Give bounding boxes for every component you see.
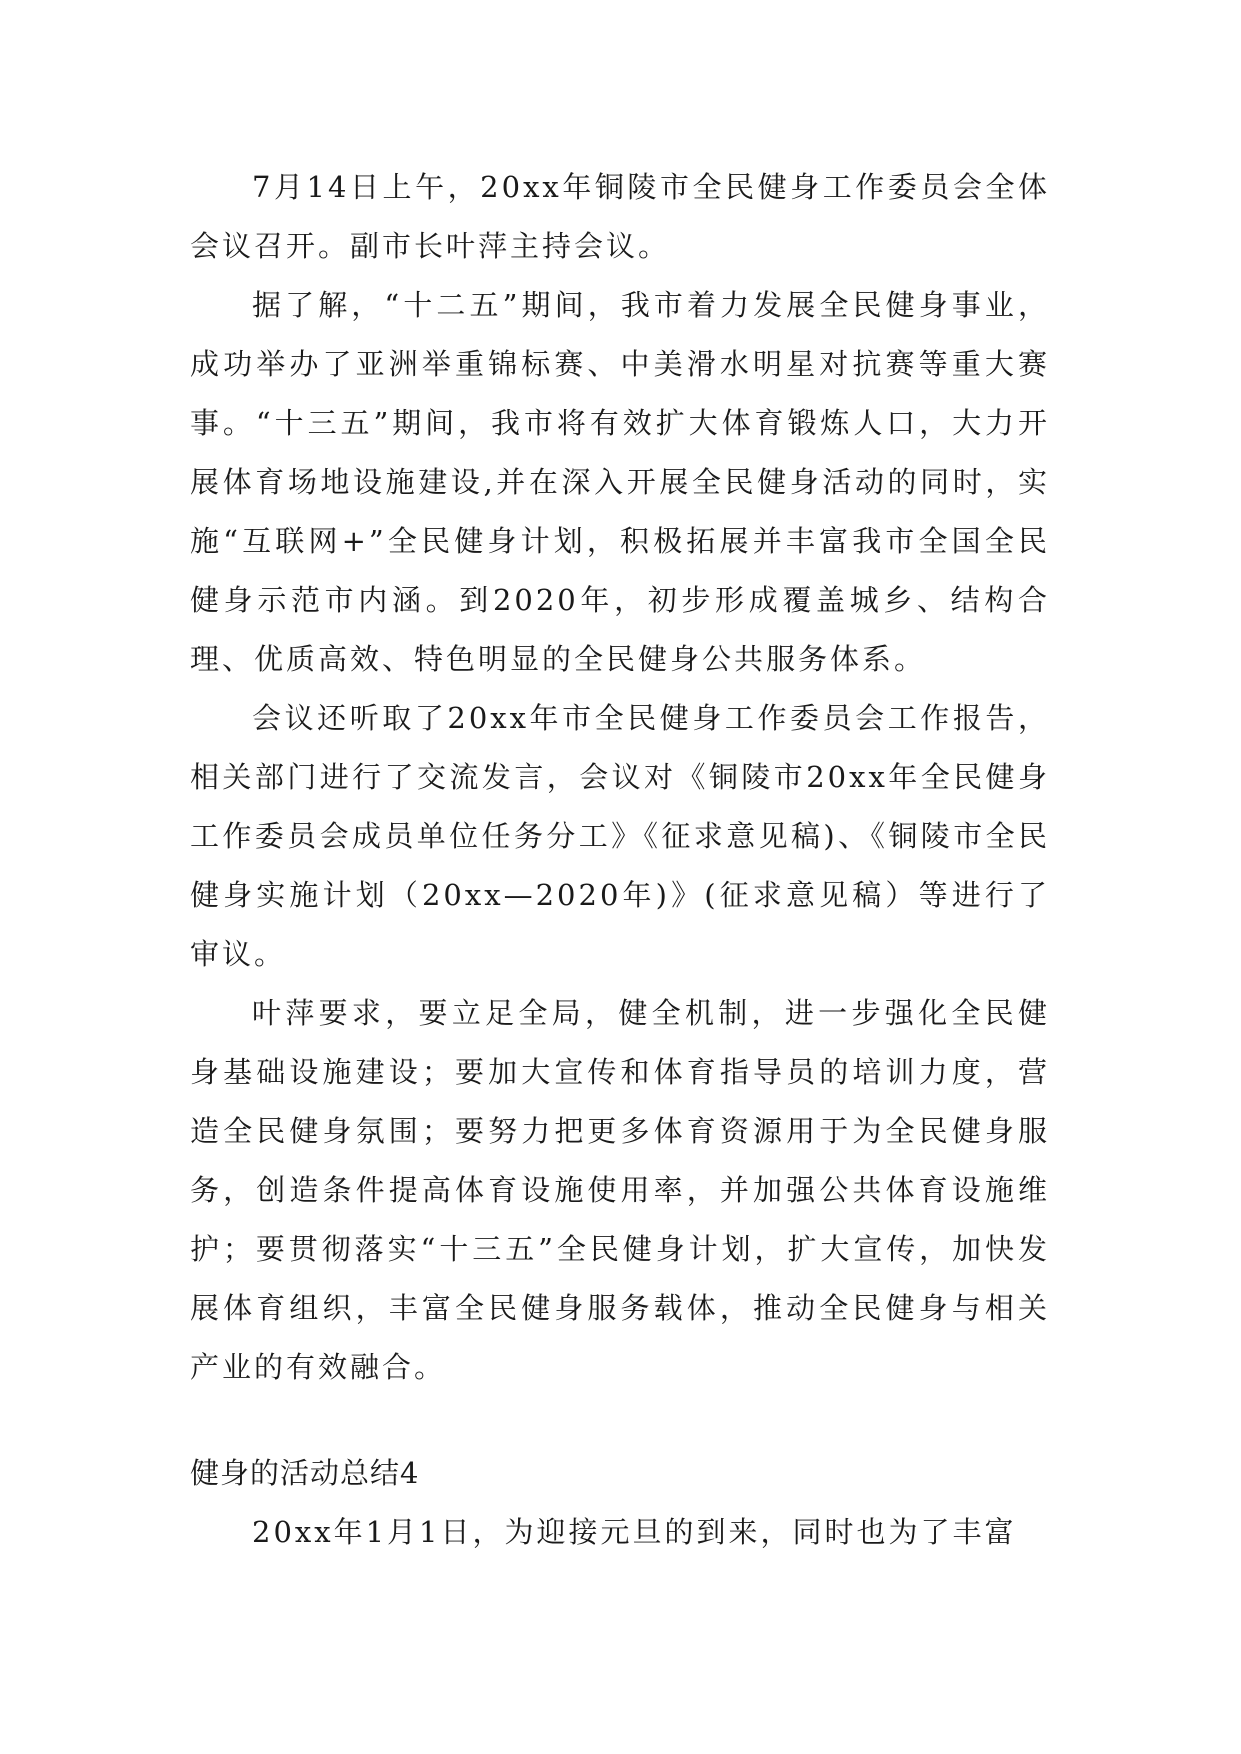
paragraph-meeting-report: 会议还听取了20xx年市全民健身工作委员会工作报告，相关部门进行了交流发言，会议对《铜陵市20xx年全民健身工作委员会成员单位任务分工》《征求意见稿)、《铜陵市全民健身实施计划（20xx—2020年)》(征求意见稿）等进行了审议。 xyxy=(190,701,1050,971)
document-body xyxy=(190,158,1050,1562)
paragraph-requirements: 叶萍要求，要立足全局，健全机制，进一步强化全民健身基础设施建设；要加大宣传和体育指导员的培训力度，营造全民健身氛围；要努力把更多体育资源用于为全民健身服务，创造条件提高体育设施使用率，并加强公共体育设施维护；要贯彻落实“十三五”全民健身计划，扩大宣传，加快发展体育组织，丰富全民健身服务载体，推动全民健身与相关产业的有效融合。 xyxy=(190,996,1050,1384)
paragraph-meeting-opening: 7月14日上午，20xx年铜陵市全民健身工作委员会全体会议召开。副市长叶萍主持会议。 xyxy=(190,170,1050,263)
paragraph-section-start: 20xx年1月1日，为迎接元旦的到来，同时也为了丰富 xyxy=(252,1515,1017,1549)
section-heading: 健身的活动总结4 xyxy=(190,1456,420,1490)
paragraph-five-year-plan: 据了解，“十二五”期间，我市着力发展全民健身事业，成功举办了亚洲举重锦标赛、中美滑水明星对抗赛等重大赛事。“十三五”期间，我市将有效扩大体育锻炼人口，大力开展体育场地设施建设,并在深入开展全民健身活动的同时，实施“互联网+”全民健身计划，积极拓展并丰富我市全国全民健身示范市内涵。到2020年，初步形成覆盖城乡、结构合理、优质高效、特色明显的全民健身公共服务体系。 xyxy=(190,288,1050,676)
